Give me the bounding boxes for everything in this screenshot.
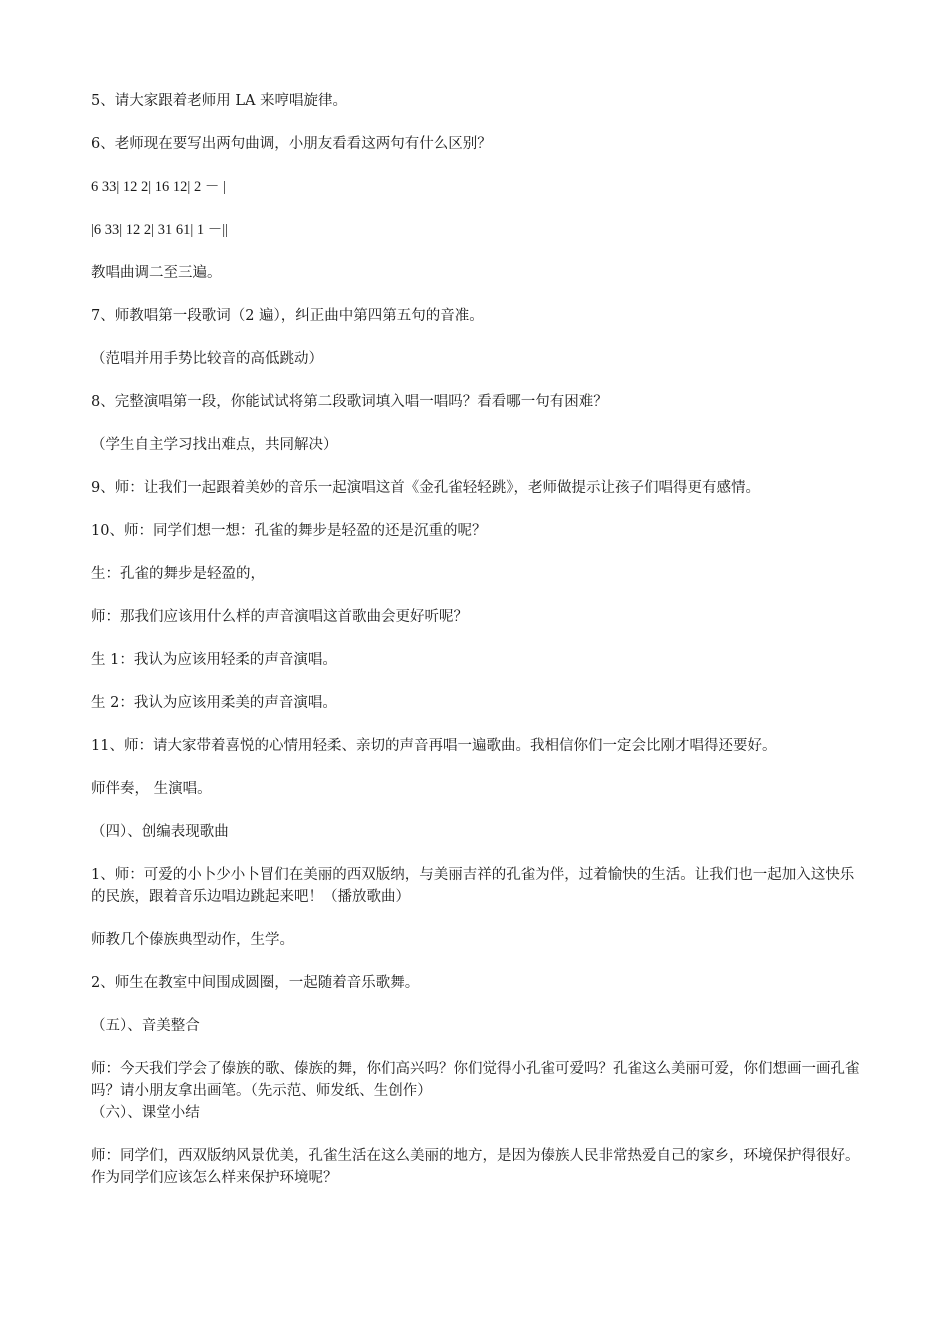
section-heading-5: （五）、音美整合	[91, 1018, 200, 1034]
paragraph-student-2: 生 2：我认为应该用柔美的声音演唱。	[91, 695, 337, 711]
paragraph-step-11: 11、师：请大家带着喜悦的心情用轻柔、亲切的声音再唱一遍歌曲。我相信你们一定会比刚才唱得还要好。	[91, 738, 777, 754]
paragraph-summary: 师：同学们，西双版纳风景优美，孔雀生活在这么美丽的地方，是因为傣族人民非常热爱自己的家乡，环境保护得很好。作为同学们应该怎么样来保护环境呢？	[91, 1148, 860, 1186]
paragraph-accompaniment: 师伴奏， 生演唱。	[91, 781, 212, 797]
paragraph-section-4-step-1: 1、师：可爱的小卜少小卜冒们在美丽的西双版纳，与美丽吉祥的孔雀为伴，过着愉快的生活。让我们也一起加入这快乐的民族，跟着音乐边唱边跳起来吧！（播放歌曲）	[91, 867, 855, 905]
section-heading-6: （六）、课堂小结	[91, 1105, 200, 1121]
paragraph-art-integration: 师：今天我们学会了傣族的歌、傣族的舞，你们高兴吗？你们觉得小孔雀可爱吗？孔雀这么美丽可爱，你们想画一画孔雀吗？请小朋友拿出画笔。（先示范、师发纸、生创作）	[91, 1061, 860, 1099]
paragraph-note-demo: （范唱并用手势比较音的高低跳动）	[91, 351, 323, 367]
paragraph-dance-moves: 师教几个傣族典型动作，生学。	[91, 932, 294, 948]
section-heading-4: （四）、创编表现歌曲	[91, 824, 229, 840]
paragraph-student-1: 生 1：我认为应该用轻柔的声音演唱。	[91, 652, 337, 668]
paragraph-step-5: 5、请大家跟着老师用 LA 来哼唱旋律。	[91, 93, 348, 109]
paragraph-step-10: 10、师：同学们想一想：孔雀的舞步是轻盈的还是沉重的呢？	[91, 523, 487, 539]
paragraph-teach-melody: 教唱曲调二至三遍。	[91, 265, 222, 281]
melody-notation-line-2: |6 33| 12 2| 31 61| 1 －||	[91, 222, 229, 238]
paragraph-student-answer: 生：孔雀的舞步是轻盈的，	[91, 566, 265, 582]
paragraph-step-7: 7、师教唱第一段歌词（2 遍），纠正曲中第四第五句的音准。	[91, 308, 484, 324]
paragraph-step-6: 6、老师现在要写出两句曲调，小朋友看看这两句有什么区别？	[91, 136, 492, 152]
paragraph-step-9: 9、师：让我们一起跟着美妙的音乐一起演唱这首《金孔雀轻轻跳》，老师做提示让孩子们唱得更有感情。	[91, 480, 760, 496]
paragraph-teacher-question: 师：那我们应该用什么样的声音演唱这首歌曲会更好听呢？	[91, 609, 468, 625]
paragraph-section-4-step-2: 2、师生在教室中间围成圆圈，一起随着音乐歌舞。	[91, 975, 420, 991]
melody-notation-line-1: 6 33| 12 2| 16 12| 2 － |	[91, 179, 226, 195]
document-body	[91, 90, 861, 1210]
paragraph-note-self-study: （学生自主学习找出难点，共同解决）	[91, 437, 338, 453]
paragraph-step-8: 8、完整演唱第一段，你能试试将第二段歌词填入唱一唱吗？看看哪一句有困难？	[91, 394, 608, 410]
